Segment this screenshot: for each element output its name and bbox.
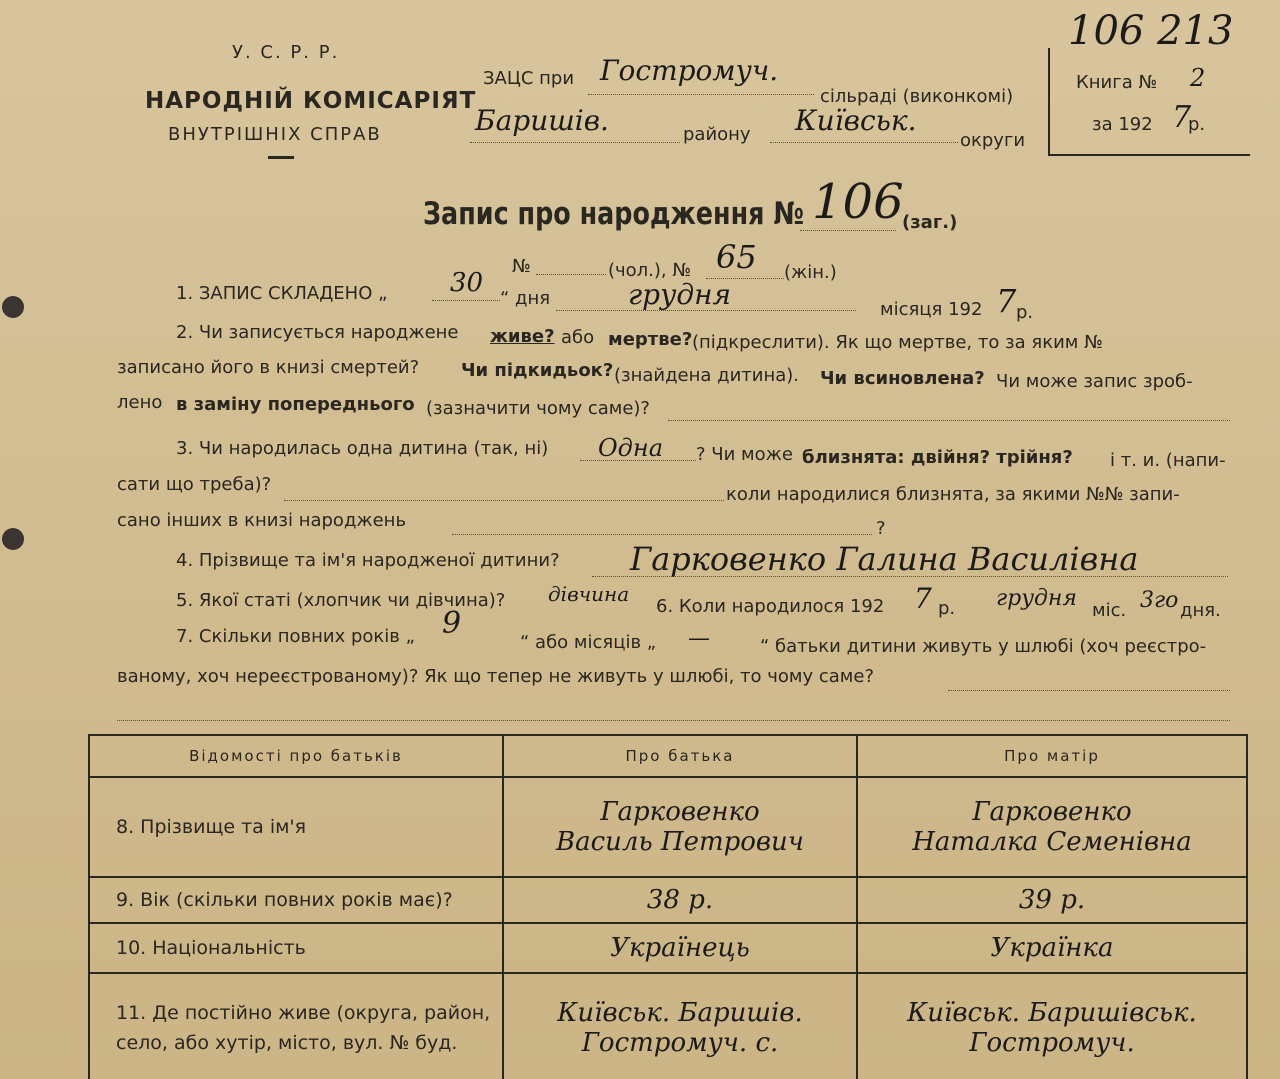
mother-residence-1: Київськ. Баришівськ. [907, 998, 1197, 1028]
q2-e: Чи може запис зроб- [996, 371, 1193, 392]
no-label: № [512, 256, 531, 277]
q7-b: “ або місяців „ [520, 632, 657, 653]
raion-handwritten: Баришів. [475, 104, 609, 137]
punch-hole [2, 296, 24, 318]
father-residence-2: Гостромуч. с. [581, 1028, 779, 1058]
table-row [89, 923, 1247, 973]
selrada-label: сільраді (виконкомі) [820, 86, 1014, 107]
q2-g: (зазначити чому саме)? [426, 398, 650, 419]
book-number: 2 [1190, 64, 1206, 92]
book-label: Книга № [1076, 72, 1158, 93]
q3-d: сати що треба)? [117, 474, 272, 495]
q4-child-name: Гарковенко Галина Василівна [630, 540, 1139, 578]
q3-a: 3. Чи народилась одна дитина (так, ні) [176, 438, 549, 459]
document-title: Запис про народження № [423, 196, 804, 232]
q2-b: (підкреслити). Як що мертве, то за яким № [692, 332, 1103, 353]
father-age: 38 р. [503, 877, 857, 923]
row-label: 8. Прізвище та ім'я [89, 777, 503, 877]
q3-hand: Одна [598, 434, 664, 462]
q7-a: 7. Скільки повних років „ [176, 626, 415, 647]
q6-month: грудня [996, 586, 1077, 611]
q2-found: Чи підкидьок? [461, 360, 614, 381]
male-no-label: (чол.), № [608, 260, 692, 281]
q3-end: ? [876, 518, 886, 539]
q3-b: ? Чи може [696, 444, 793, 465]
book-year-digit: 7 [1172, 100, 1192, 135]
book-year-suffix: р. [1188, 114, 1206, 135]
q2-or: або [561, 327, 595, 348]
mother-residence-2: Гостромуч. [969, 1028, 1135, 1058]
book-box [1048, 48, 1250, 156]
q6-mis: міс. [1092, 600, 1127, 621]
q6-year: 7 [914, 582, 932, 615]
parents-table [88, 734, 1248, 1079]
zags-handwritten: Гостромуч. [600, 54, 779, 87]
table-row [89, 973, 1247, 1079]
q7-d: ваному, хоч нереєстрованому)? Як що тепер не живуть у шлюбі, то чому саме? [117, 666, 875, 687]
q1-label: 1. ЗАПИС СКЛАДЕНО „ [176, 283, 388, 304]
header-mother: Про матір [857, 735, 1247, 777]
archive-number: 106 213 [1068, 8, 1234, 54]
row-label: 9. Вік (скільки повних років має)? [89, 877, 503, 923]
father-name-cell [503, 777, 857, 877]
q2-c: записано його в книзі смертей? [117, 357, 420, 378]
header-father: Про батька [503, 735, 857, 777]
q6-r: р. [938, 598, 956, 619]
republic-label: У. С. Р. Р. [232, 42, 340, 63]
q5-sex: дівчина [548, 582, 630, 606]
q1-month: грудня [628, 278, 732, 311]
raion-label: району [683, 124, 751, 145]
table-row [89, 877, 1247, 923]
q2-d: (знайдена дитина). [614, 365, 800, 386]
female-no-label: (жін.) [784, 262, 837, 283]
row-label: 11. Де постійно живе (округа, район, село, або хутір, місто, вул. № буд. [89, 973, 503, 1079]
q1-end: місяця 192 [880, 299, 983, 320]
q1-r: р. [1016, 302, 1034, 323]
father-nationality: Українець [503, 923, 857, 973]
row-label: 10. Національність [89, 923, 503, 973]
q2-a: 2. Чи записується народжене [176, 322, 459, 343]
q4-label: 4. Прізвище та ім'я народженої дитини? [176, 550, 560, 571]
table-row [89, 777, 1247, 877]
department-label: ВНУТРІШНІХ СПРАВ [168, 124, 382, 145]
q3-c: і т. и. (напи- [1110, 450, 1226, 471]
q2-adopt: Чи всиновлена? [820, 368, 985, 389]
mother-residence-cell [857, 973, 1247, 1079]
q3-f: сано інших в книзі народжень [117, 510, 407, 531]
q3-twins: близнята: двійня? трійня? [802, 447, 1073, 468]
header-parents-info: Відомості про батьків [89, 735, 503, 777]
okruha-label: округи [960, 130, 1026, 151]
book-year-label: за 192 [1092, 114, 1153, 135]
q2-alive: живе? [490, 326, 555, 347]
mother-age: 39 р. [857, 877, 1247, 923]
mother-surname: Гарковенко [972, 797, 1132, 827]
zags-prefix: ЗАЦС при [483, 68, 575, 89]
father-residence-1: Київськ. Баришів. [557, 998, 803, 1028]
q2-replace: в заміну попереднього [176, 394, 415, 415]
q2-f: лено [117, 392, 163, 413]
father-residence-cell [503, 973, 857, 1079]
mother-given-name: Наталка Семенівна [912, 827, 1192, 857]
table-header-row [89, 735, 1247, 777]
q1-day: 30 [450, 268, 484, 298]
header-divider [268, 156, 294, 159]
mother-name-cell [857, 777, 1247, 877]
q6-dnya: дня. [1180, 600, 1221, 621]
q5-label: 5. Якої статі (хлопчик чи дівчина)? [176, 590, 506, 611]
punch-hole [2, 528, 24, 550]
okruha-handwritten: Київськ. [795, 104, 917, 137]
mother-nationality: Українка [857, 923, 1247, 973]
record-number: 106 [812, 174, 904, 230]
q7-c: “ батьки дитини живуть у шлюбі (хоч реєстро- [760, 636, 1207, 657]
father-surname: Гарковенко [600, 797, 760, 827]
q6-day: 3го [1140, 588, 1179, 613]
q7-years: 9 [442, 606, 462, 641]
q2-dead: мертве? [608, 329, 693, 350]
q1-year: 7 [996, 282, 1017, 320]
q1-mid: “ дня [500, 288, 551, 309]
q6-label: 6. Коли народилося 192 [656, 596, 885, 617]
commissariat-label: НАРОДНІЙ КОМІСАРІЯТ [145, 88, 477, 114]
female-number: 65 [716, 238, 757, 276]
title-suffix: (заг.) [902, 212, 958, 233]
q3-e: коли народилися близнята, за якими №№ запи- [726, 484, 1180, 505]
father-given-name: Василь Петрович [556, 827, 804, 857]
q7-months: — [688, 626, 710, 651]
